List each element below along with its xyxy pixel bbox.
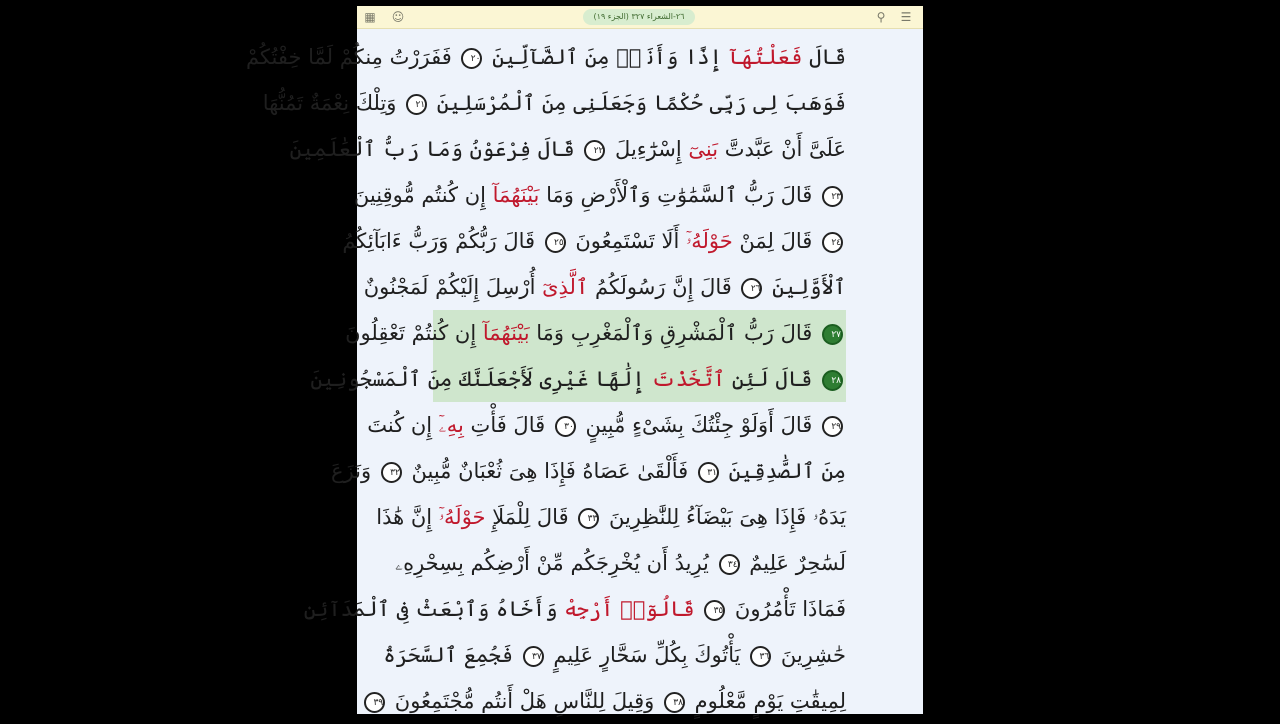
tajweed-word: حَوْلَهُۥٓ xyxy=(438,505,486,529)
verse-text: وَنَزَعَ xyxy=(331,459,378,483)
verse-text: قَالَ رَبُّ ٱلْمَشْرِقِ وَٱلْمَغْرِبِ وَمَا xyxy=(529,321,819,345)
top-bar xyxy=(357,6,923,29)
verse-line[interactable] xyxy=(363,264,846,310)
tajweed-word: بَيْنَهُمَآ xyxy=(492,183,540,207)
ayah-number-marker[interactable]: ٣٢ xyxy=(381,462,402,483)
verse-line[interactable] xyxy=(353,172,846,218)
ayah-number-marker[interactable]: ٢٨ xyxy=(822,370,843,391)
tajweed-word: ٱتَّخَذْتَ xyxy=(651,367,726,391)
verse-line[interactable] xyxy=(395,540,846,586)
tajweed-word: فَعَلْتُهَآ xyxy=(728,45,803,69)
ayah-number-marker[interactable]: ٢٣ xyxy=(822,186,843,207)
ayah-number-marker[interactable]: ٣٠ xyxy=(555,416,576,437)
tajweed-word: حَوْلَهُۥٓ xyxy=(686,229,733,253)
verse-text: فَأَلْقَىٰ عَصَاهُ فَإِذَا هِىَ ثُعْبَانٌ مُّبِينٌ xyxy=(404,459,695,483)
verse-line[interactable] xyxy=(383,632,846,678)
verse-line[interactable] xyxy=(373,678,846,724)
verse-text: إِن كُنتَ xyxy=(367,413,439,437)
verse-line[interactable] xyxy=(376,494,846,540)
verse-text: قَالَ لَئِنِ xyxy=(725,367,819,391)
verse-text: قَالَ فَأْتِ xyxy=(463,413,552,437)
ayah-number-marker[interactable]: ٢٤ xyxy=(822,232,843,253)
ayah-number-marker[interactable]: ٢٦ xyxy=(741,278,762,299)
surah-page-title[interactable]: ٢٦-الشعراء ٣٢٧ (الجزء ١٩) xyxy=(583,9,695,25)
ayah-number-marker[interactable]: ٢٩ xyxy=(822,416,843,437)
ayah-number-marker[interactable]: ٢١ xyxy=(406,94,427,115)
verse-line-highlighted[interactable] xyxy=(345,310,846,356)
verse-text: عَلَىَّ أَنْ عَبَّدتَّ xyxy=(718,137,846,161)
tajweed-word: بَنِىٓ xyxy=(688,137,719,161)
tajweed-word: قَالُوٓا۟ أَرْجِهْ xyxy=(564,597,695,621)
verse-text: قَالَ لِمَنْ xyxy=(732,229,819,253)
ayah-number-marker[interactable]: ٢٠ xyxy=(461,48,482,69)
verse-text: أَلَا تَسْتَمِعُونَ xyxy=(568,229,686,253)
ayah-number-marker[interactable]: ٢٧ xyxy=(822,324,843,345)
verse-text: إِسْرَٰٓءِيلَ xyxy=(608,137,689,161)
verse-text: وَتِلْكَ نِعْمَةٌ تَمُنُّهَا xyxy=(262,91,404,115)
verse-text: إِن كُنتُم مُّوقِنِينَ xyxy=(353,183,493,207)
verse-text: مِنَ ٱلصَّٰدِقِينَ xyxy=(721,459,846,483)
verse-line[interactable] xyxy=(331,448,846,494)
ayah-number-marker[interactable]: ٢٢ xyxy=(584,140,605,161)
verse-text: إِذًا وَأَنَا۠ مِنَ ٱلضَّآلِّينَ xyxy=(485,45,729,69)
ayah-number-marker[interactable]: ٣٨ xyxy=(664,692,685,713)
verse-line[interactable] xyxy=(245,34,846,80)
verse-text: قَالَ لِلْمَلَإِ xyxy=(485,505,576,529)
user-icon[interactable]: ☺ xyxy=(391,10,405,24)
verse-text: أُرْسِلَ إِلَيْكُمْ لَمَجْنُونٌ xyxy=(363,275,543,299)
verse-text: يَأْتُوكَ بِكُلِّ سَحَّارٍ عَلِيمٍ xyxy=(546,643,748,667)
verse-line-highlighted[interactable] xyxy=(310,356,846,402)
verse-text xyxy=(695,597,702,621)
menu-icon[interactable]: ☰ xyxy=(900,10,912,24)
ayah-number-marker[interactable]: ٣١ xyxy=(698,462,719,483)
tajweed-word: ٱلَّذِىٓ xyxy=(542,275,589,299)
verse-text: فَوَهَبَ لِى رَبِّى حُكْمًا وَجَعَلَنِى مِنَ ٱلْمُرْسَلِينَ xyxy=(430,91,846,115)
verse-line[interactable] xyxy=(303,586,846,632)
verse-line[interactable] xyxy=(289,126,846,172)
verse-text: قَالَ أَوَلَوْ جِئْتُكَ بِشَىْءٍ مُّبِينٍ xyxy=(578,413,819,437)
verse-text: إِنَّ هَٰذَا xyxy=(376,505,439,529)
verse-text: يَدَهُۥ فَإِذَا هِىَ بَيْضَآءُ لِلنَّٰظِرِينَ xyxy=(602,505,846,529)
verse-text: حَٰشِرِينَ xyxy=(774,643,846,667)
ayah-number-marker[interactable]: ٣٩ xyxy=(364,692,385,713)
search-icon[interactable]: ⚲ xyxy=(876,10,886,24)
image-icon[interactable]: ▦ xyxy=(364,10,376,24)
verse-text: لِمِيقَٰتِ يَوْمٍ مَّعْلُومٍ xyxy=(687,689,846,713)
verse-text: قَالَ رَبُّكُمْ وَرَبُّ ءَابَآئِكُمُ xyxy=(342,229,542,253)
verse-line[interactable] xyxy=(262,80,846,126)
verse-text: إِلَٰهًا غَيْرِى لَأَجْعَلَنَّكَ مِنَ ٱلْمَسْجُونِينَ xyxy=(310,367,652,391)
verse-text: وَأَخَاهُ وَٱبْعَثْ فِى ٱلْمَدَآئِنِ xyxy=(303,597,565,621)
verse-text: إِن كُنتُمْ تَعْقِلُونَ xyxy=(345,321,483,345)
verse-line[interactable] xyxy=(342,218,846,264)
mushaf-app xyxy=(245,6,923,714)
verse-text: ٱلْأَوَّلِينَ xyxy=(765,275,846,299)
quran-page-text xyxy=(245,28,923,714)
verse-text: فَجُمِعَ ٱلسَّحَرَةُ xyxy=(383,643,520,667)
tajweed-word: بِهِۦٓ xyxy=(438,413,464,437)
ayah-number-marker[interactable]: ٣٦ xyxy=(750,646,771,667)
ayah-number-marker[interactable]: ٣٤ xyxy=(719,554,740,575)
verse-text: لَسَٰحِرٌ عَلِيمٌ xyxy=(742,551,846,575)
tajweed-word: بَيْنَهُمَآ xyxy=(482,321,530,345)
verse-text: قَالَ xyxy=(802,45,846,69)
ayah-number-marker[interactable]: ٣٣ xyxy=(578,508,599,529)
verse-text: يُرِيدُ أَن يُخْرِجَكُم مِّنْ أَرْضِكُم بِسِحْرِهِۦ xyxy=(395,551,716,575)
verse-text: قَالَ رَبُّ ٱلسَّمَٰوَٰتِ وَٱلْأَرْضِ وَمَا xyxy=(539,183,819,207)
verse-text: فَفَرَرْتُ مِنكُمْ لَمَّا خِفْتُكُمْ xyxy=(245,45,459,69)
ayah-number-marker[interactable]: ٢٥ xyxy=(545,232,566,253)
verse-text: فَمَاذَا تَأْمُرُونَ xyxy=(728,597,846,621)
verse-text: قَالَ إِنَّ رَسُولَكُمُ xyxy=(588,275,739,299)
verse-text: وَقِيلَ لِلنَّاسِ هَلْ أَنتُم مُّجْتَمِعُونَ xyxy=(388,689,661,713)
ayah-number-marker[interactable]: ٣٥ xyxy=(704,600,725,621)
verse-text: قَالَ فِرْعَوْنُ وَمَا رَبُّ ٱلْعَٰلَمِينَ xyxy=(289,137,582,161)
ayah-number-marker[interactable]: ٣٧ xyxy=(523,646,544,667)
verse-line[interactable] xyxy=(367,402,846,448)
